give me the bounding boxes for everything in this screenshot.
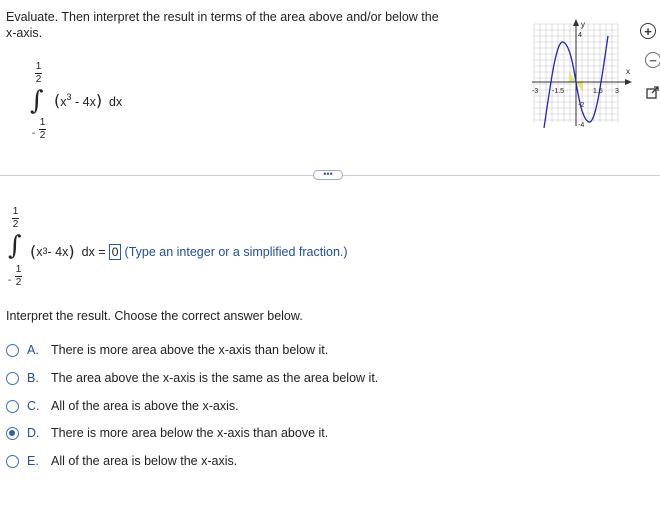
answer-dx: dx (81, 244, 95, 259)
answer-lower-sign: - (8, 275, 12, 286)
option-a[interactable] (6, 341, 328, 359)
question-integral (26, 60, 146, 150)
lower-limit-den: 2 (39, 130, 46, 141)
answer-integrand: ( x $^3$ - 4x ) dx = 0 (Type an integer or a simplified fraction.) (30, 242, 348, 261)
option-c-radio[interactable] (6, 400, 19, 413)
option-b-text: The area above the x-axis is the same as the area below it. (51, 371, 379, 385)
answer-integral-sign: ∫ (8, 231, 22, 261)
tick-y-bottom: -4 (578, 122, 585, 129)
answer-hint: (Type an integer or a simplified fraction.) (124, 244, 348, 259)
upper-limit-den: 2 (35, 74, 42, 85)
x-axis-arrow (625, 79, 632, 85)
answer-upper-limit (12, 207, 19, 230)
answer-integrand-x: x (36, 244, 43, 259)
option-e[interactable] (6, 452, 237, 470)
upper-limit-num: 1 (35, 61, 42, 72)
option-c[interactable] (6, 397, 239, 415)
option-c-text: All of the area is above the x-axis. (51, 399, 239, 413)
option-d-radio[interactable] (6, 427, 19, 440)
option-d-letter: D. (27, 426, 40, 440)
option-d[interactable] (6, 424, 328, 442)
zoom-out-icon[interactable]: − (645, 52, 660, 68)
upper-limit (35, 62, 42, 85)
zoom-in-icon[interactable]: + (640, 23, 656, 39)
lower-limit-num: 1 (39, 117, 46, 128)
tick-x-left-half: -1.5 (552, 88, 565, 95)
option-b-letter: B. (27, 371, 39, 385)
question-prompt: Evaluate. Then interpret the result in terms of the area above and/or below the x-axis. (6, 10, 439, 40)
lower-limit (39, 118, 46, 141)
option-d-text: There is more area below the x-axis than above it. (51, 426, 329, 440)
integrand-rest: - 4x (71, 95, 96, 109)
y-axis-label: y (581, 20, 585, 29)
answer-lower-den: 2 (15, 277, 22, 288)
more-button[interactable] (313, 170, 343, 180)
integrand-x: x (60, 95, 67, 109)
answer-integral (6, 205, 406, 300)
option-e-letter: E. (27, 454, 39, 468)
tick-x-right-half: 1.5 (593, 88, 603, 95)
tick-x-right: 3 (615, 88, 619, 95)
function-graph (528, 18, 640, 130)
tick-y-mid-neg: -2 (578, 102, 585, 109)
integrand-exponent: 3 (66, 91, 72, 102)
option-e-radio[interactable] (6, 455, 19, 468)
option-e-text: All of the area is below the x-axis. (51, 454, 238, 468)
answer-integrand-rest: - 4x (47, 244, 69, 259)
option-a-radio[interactable] (6, 344, 19, 357)
interpret-prompt: Interpret the result. Choose the correct answer below. (6, 309, 303, 323)
integral-sign: ∫ (30, 86, 44, 116)
popout-icon[interactable] (646, 86, 659, 99)
integrand: $(x^3 - 4x)$ dx (54, 91, 123, 110)
option-b[interactable] (6, 369, 378, 387)
option-a-text: There is more area above the x-axis than below it. (51, 343, 329, 357)
lower-limit-sign: - (32, 128, 36, 139)
option-a-letter: A. (27, 343, 39, 357)
tick-x-left: -3 (532, 88, 539, 95)
answer-input[interactable]: 0 (109, 244, 121, 260)
equals-sign: = (98, 244, 106, 259)
option-c-letter: C. (27, 399, 40, 413)
answer-upper-den: 2 (12, 219, 19, 230)
answer-lower-limit (15, 265, 22, 288)
tick-y-top: 4 (578, 32, 582, 39)
x-axis-label: x (626, 67, 630, 76)
answer-integrand-exponent: 3 (42, 245, 48, 256)
answer-lower-num: 1 (15, 264, 22, 275)
integrand-dx: dx (109, 95, 123, 109)
answer-upper-num: 1 (12, 206, 19, 217)
option-b-radio[interactable] (6, 372, 19, 385)
more-button-label: ••• (323, 168, 333, 179)
y-axis-arrow (573, 19, 579, 26)
